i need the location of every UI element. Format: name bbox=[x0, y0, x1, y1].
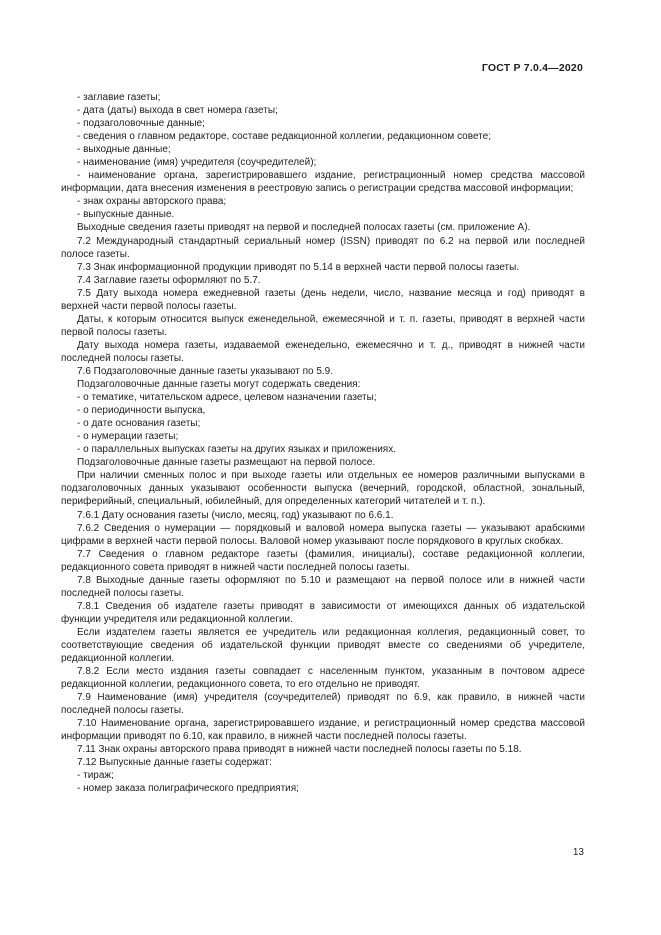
list-item: - о периодичности выпуска, bbox=[77, 405, 206, 417]
list-item: - наименование (имя) учредителя (соучредителей); bbox=[77, 157, 317, 169]
paragraph: Если издателем газеты является ее учредитель или редакционная коллегия, редакционный совет, то соответствующие сведения об издательской функции приводят вместе со сведениями об учредителе, редакционной коллегии. bbox=[61, 626, 585, 665]
list-item: - дата (даты) выхода в свет номера газеты; bbox=[77, 105, 278, 117]
list-item: - тираж; bbox=[77, 770, 114, 782]
clause-7-6-1: 7.6.1 Дату основания газеты (число, месяц, год) указывают по 6.6.1. bbox=[77, 509, 394, 521]
clause-7-10: 7.10 Наименование органа, зарегистрировавшего издание, и регистрационный номер средства массовой информации приводят по 6.10, как правило, в нижней части последней полосы газеты. bbox=[61, 718, 585, 743]
list-item: - наименование органа, зарегистрировавшего издание, регистрационный номер средства массовой информации, дата внесения изменения в реестровую запись о регистрации средства массовой информации; bbox=[61, 170, 585, 195]
clause-7-9: 7.9 Наименование (имя) учредителя (соучредителей) приводят по 6.9, как правило, в нижней части последней полосы газеты. bbox=[61, 692, 585, 717]
list-item: - о параллельных выпусках газеты на других языках и приложениях. bbox=[77, 444, 396, 456]
list-item: - выпускные данные. bbox=[77, 209, 175, 221]
clause-7-12: 7.12 Выпускные данные газеты содержат: bbox=[77, 757, 272, 769]
clause-7-7: 7.7 Сведения о главном редакторе газеты (фамилия, инициалы), составе редакционной коллегии, редакционного совета приводят в нижней части последней полосы газеты. bbox=[61, 548, 585, 573]
standard-designation: ГОСТ Р 7.0.4—2020 bbox=[481, 62, 583, 74]
clause-7-6: 7.6 Подзаголовочные данные газеты указывают по 5.9. bbox=[77, 365, 334, 377]
list-item: - заглавие газеты; bbox=[77, 92, 161, 103]
paragraph: Подзаголовочные данные газеты размещают на первой полосе. bbox=[77, 457, 376, 469]
paragraph: Выходные сведения газеты приводят на первой и последней полосах газеты (см. приложение А). bbox=[77, 222, 531, 234]
list-item: - о нумерации газеты; bbox=[77, 431, 179, 443]
clause-7-2: 7.2 Международный стандартный сериальный номер (ISSN) приводят по 6.2 на первой или последней полосе газеты. bbox=[61, 235, 585, 260]
clause-7-11: 7.11 Знак охраны авторского права приводят в нижней части последней полосы газеты по 5.18. bbox=[77, 744, 522, 756]
list-item: - сведения о главном редакторе, составе редакционной коллегии, редакционном совете; bbox=[77, 131, 491, 143]
paragraph: Даты, к которым относится выпуск еженедельной, ежемесячной и т. п. газеты, приводят в верхней части первой полосы газеты. bbox=[61, 313, 585, 338]
list-item: - выходные данные; bbox=[77, 144, 171, 156]
paragraph: Подзаголовочные данные газеты могут содержать сведения: bbox=[77, 379, 361, 391]
clause-7-3: 7.3 Знак информационной продукции приводят по 5.14 в верхней части первой полосы газеты. bbox=[77, 261, 520, 273]
paragraph: При наличии сменных полос и при выходе газеты или отдельных ее номеров различными выпусками в подзаголовочных данных указывают особенности выпуска (вечерний, городской, областной, зональный, периферийный, специальный, юбилейный, для определенных категорий читателей и т. п.). bbox=[61, 470, 585, 508]
clause-7-4: 7.4 Заглавие газеты оформляют по 5.7. bbox=[77, 274, 261, 286]
list-item: - номер заказа полиграфического предприятия; bbox=[77, 783, 299, 795]
clause-7-8-1: 7.8.1 Сведения об издателе газеты приводят в зависимости от имеющихся данных об издательской функции учредителя или редакционной коллегии. bbox=[61, 600, 585, 625]
clause-7-8-2: 7.8.2 Если место издания газеты совпадает с населенным пунктом, указанным в почтовом адресе редакционной коллегии, редакционного совета, то его отдельно не приводят. bbox=[61, 666, 585, 691]
paragraph: Дату выхода номера газеты, издаваемой еженедельно, ежемесячно и т. д., приводят в нижней части последней полосы газеты. bbox=[61, 339, 585, 364]
body-text bbox=[61, 91, 585, 796]
clause-7-5: 7.5 Дату выхода номера ежедневной газеты (день недели, число, название месяца и год) приводят в верхней части первой полосы газеты. bbox=[61, 287, 585, 312]
list-item: - о тематике, читательском адресе, целевом назначении газеты; bbox=[77, 392, 377, 404]
clause-7-8: 7.8 Выходные данные газеты оформляют по 5.10 и размещают на первой полосе или в нижней части последней полосы газеты. bbox=[61, 574, 585, 599]
page-number: 13 bbox=[572, 847, 584, 858]
list-item: - знак охраны авторского права; bbox=[77, 196, 227, 208]
list-item: - подзаголовочные данные; bbox=[77, 118, 205, 130]
list-item: - о дате основания газеты; bbox=[77, 418, 201, 430]
clause-7-6-2: 7.6.2 Сведения о нумерации — порядковый и валовой номера выпуска газеты — указывают арабскими цифрами в верхней части первой полосы. Валовой номер указывают после порядкового в круглых скобках. bbox=[61, 522, 585, 547]
